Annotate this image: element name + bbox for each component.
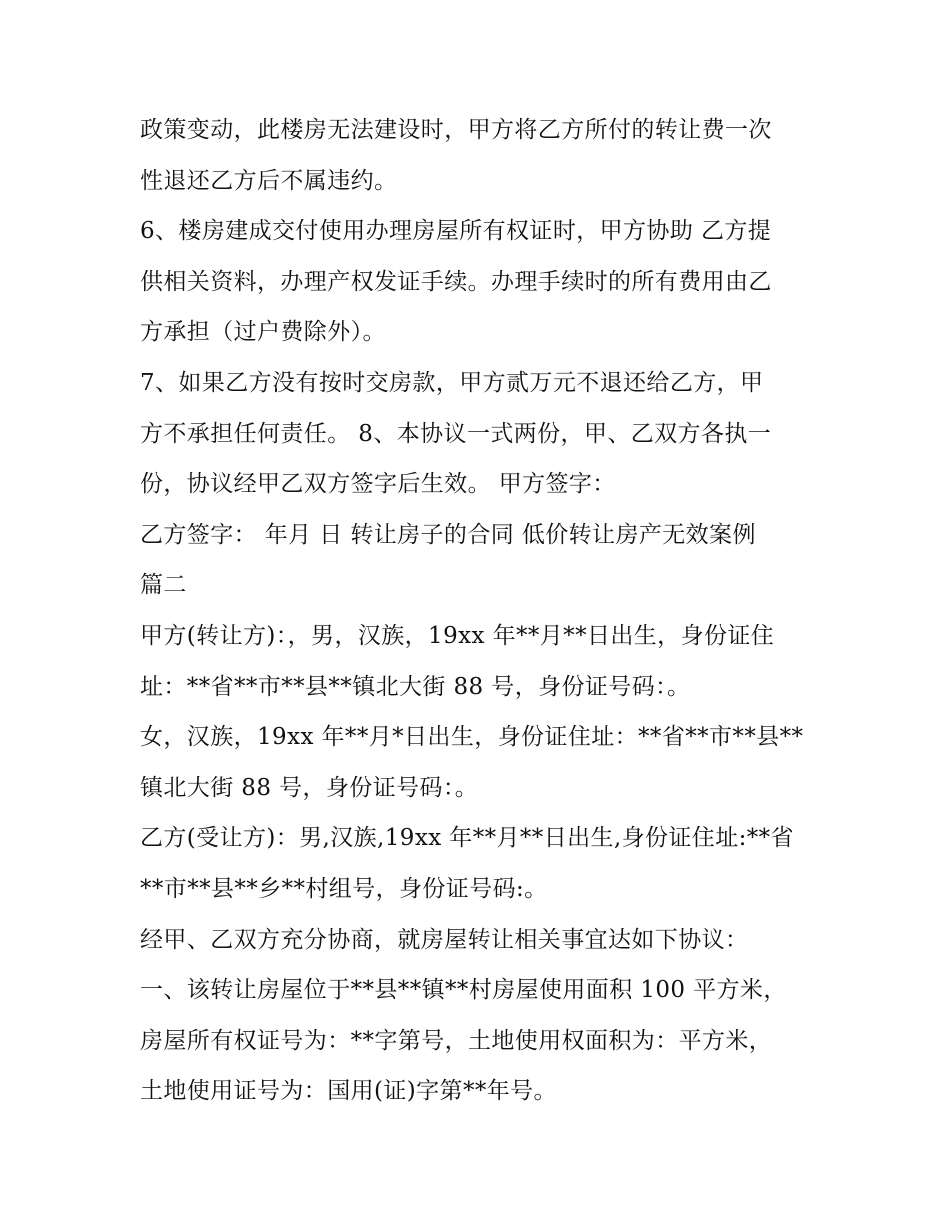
text-line: 镇北大街 88 号，身份证号码：。 [140,775,479,801]
text-line: 乙方签字： 年月 日 转让房子的合同 低价转让房产无效案例 [140,522,756,548]
text-line: 篇二 [140,572,187,598]
text-line: 供相关资料，办理产权发证手续。办理手续时的所有费用由乙 [140,269,772,295]
text-line: 乙方(受让方)：男,汉族,19xx 年**月**日出生,身份证住址:**省 [140,825,794,851]
text-line: 经甲、乙双方充分协商，就房屋转让相关事宜达如下协议： [140,927,749,953]
text-line: 性退还乙方后不属违约。 [140,168,398,194]
text-line: 政策变动，此楼房无法建设时，甲方将乙方所付的转让费一次 [140,117,772,143]
text-line: 土地使用证号为：国用(证)字第**年号。 [140,1078,557,1104]
text-line: 6、楼房建成交付使用办理房屋所有权证时，甲方协助 乙方提 [140,218,772,244]
text-line: **市**县**乡**村组号，身份证号码:。 [140,876,548,902]
text-line: 址：**省**市**县**镇北大街 88 号，身份证号码：。 [140,674,691,700]
text-line: 方不承担任何责任。 8、本协议一式两份，甲、乙双方各执一 [140,421,772,447]
text-line: 7、如果乙方没有按时交房款，甲方贰万元不退还给乙方，甲 [140,370,764,396]
text-line: 份，协议经甲乙双方签字后生效。 甲方签字： [140,471,616,497]
text-line: 甲方(转让方)：，男，汉族，19xx 年**月**日出生，身份证住 [140,623,775,649]
text-line: 一、该转让房屋位于**县**镇**村房屋使用面积 100 平方米， [140,977,787,1003]
text-line: 女，汉族，19xx 年**月*日出生，身份证住址：**省**市**县** [140,724,804,750]
text-line: 房屋所有权证号为：**字第号，土地使用权面积为：平方米， [140,1028,773,1054]
text-line: 方承担（过户费除外）。 [140,319,386,345]
